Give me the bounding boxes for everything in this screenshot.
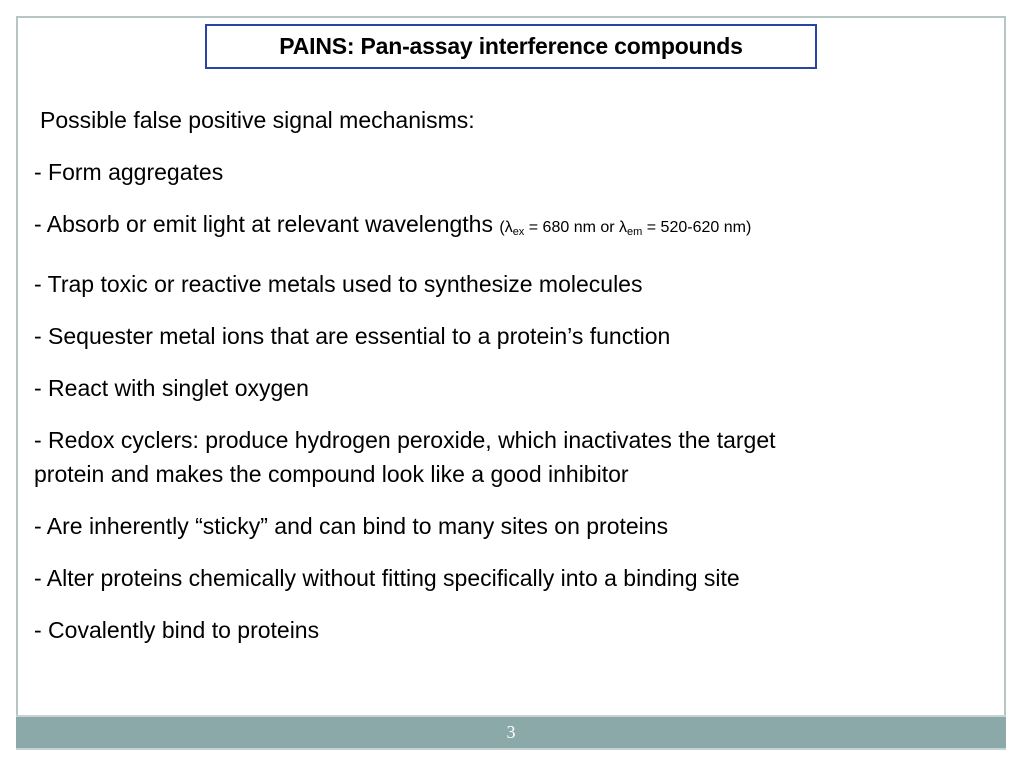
note-mid: = 680 nm or λ: [524, 219, 628, 236]
subscript-em: em: [627, 226, 643, 238]
list-item-text-line1: - Redox cyclers: produce hydrogen peroxide, which inactivates the target: [34, 427, 776, 453]
list-item: [34, 423, 984, 491]
list-item-text: - Sequester metal ions that are essential to a protein’s function: [34, 323, 671, 349]
list-item: [34, 319, 984, 353]
list-item-text: - Are inherently “sticky” and can bind to many sites on proteins: [34, 513, 669, 539]
title-box: [205, 24, 817, 69]
list-item-text: - Alter proteins chemically without fitting specifically into a binding site: [34, 565, 740, 591]
page-number: 3: [506, 722, 516, 742]
list-item-text: - Trap toxic or reactive metals used to synthesize molecules: [34, 271, 643, 297]
note-open: (λ: [499, 219, 513, 236]
list-item: [34, 509, 984, 543]
slide-body: [34, 103, 984, 647]
list-item: [34, 561, 984, 595]
list-item-text: - Form aggregates: [34, 159, 224, 185]
list-item: [34, 267, 984, 301]
list-item-text: - Covalently bind to proteins: [34, 617, 320, 643]
footer-bar: [16, 715, 1006, 750]
list-item-text: - React with singlet oxygen: [34, 375, 309, 401]
list-item: [34, 613, 984, 647]
subscript-ex: ex: [512, 226, 525, 238]
note-close: = 520-620 nm): [642, 219, 752, 236]
list-item: [34, 155, 984, 189]
wavelength-note: [499, 219, 751, 236]
intro-text: Possible false positive signal mechanisms:: [40, 107, 475, 133]
list-item-text: - Absorb or emit light at relevant wavelengths: [34, 211, 493, 237]
list-item-text-line2: protein and makes the compound look like a good inhibitor: [34, 461, 629, 487]
slide-title: PAINS: Pan-assay interference compounds: [279, 33, 743, 59]
list-item: [34, 207, 984, 249]
list-item: [34, 371, 984, 405]
